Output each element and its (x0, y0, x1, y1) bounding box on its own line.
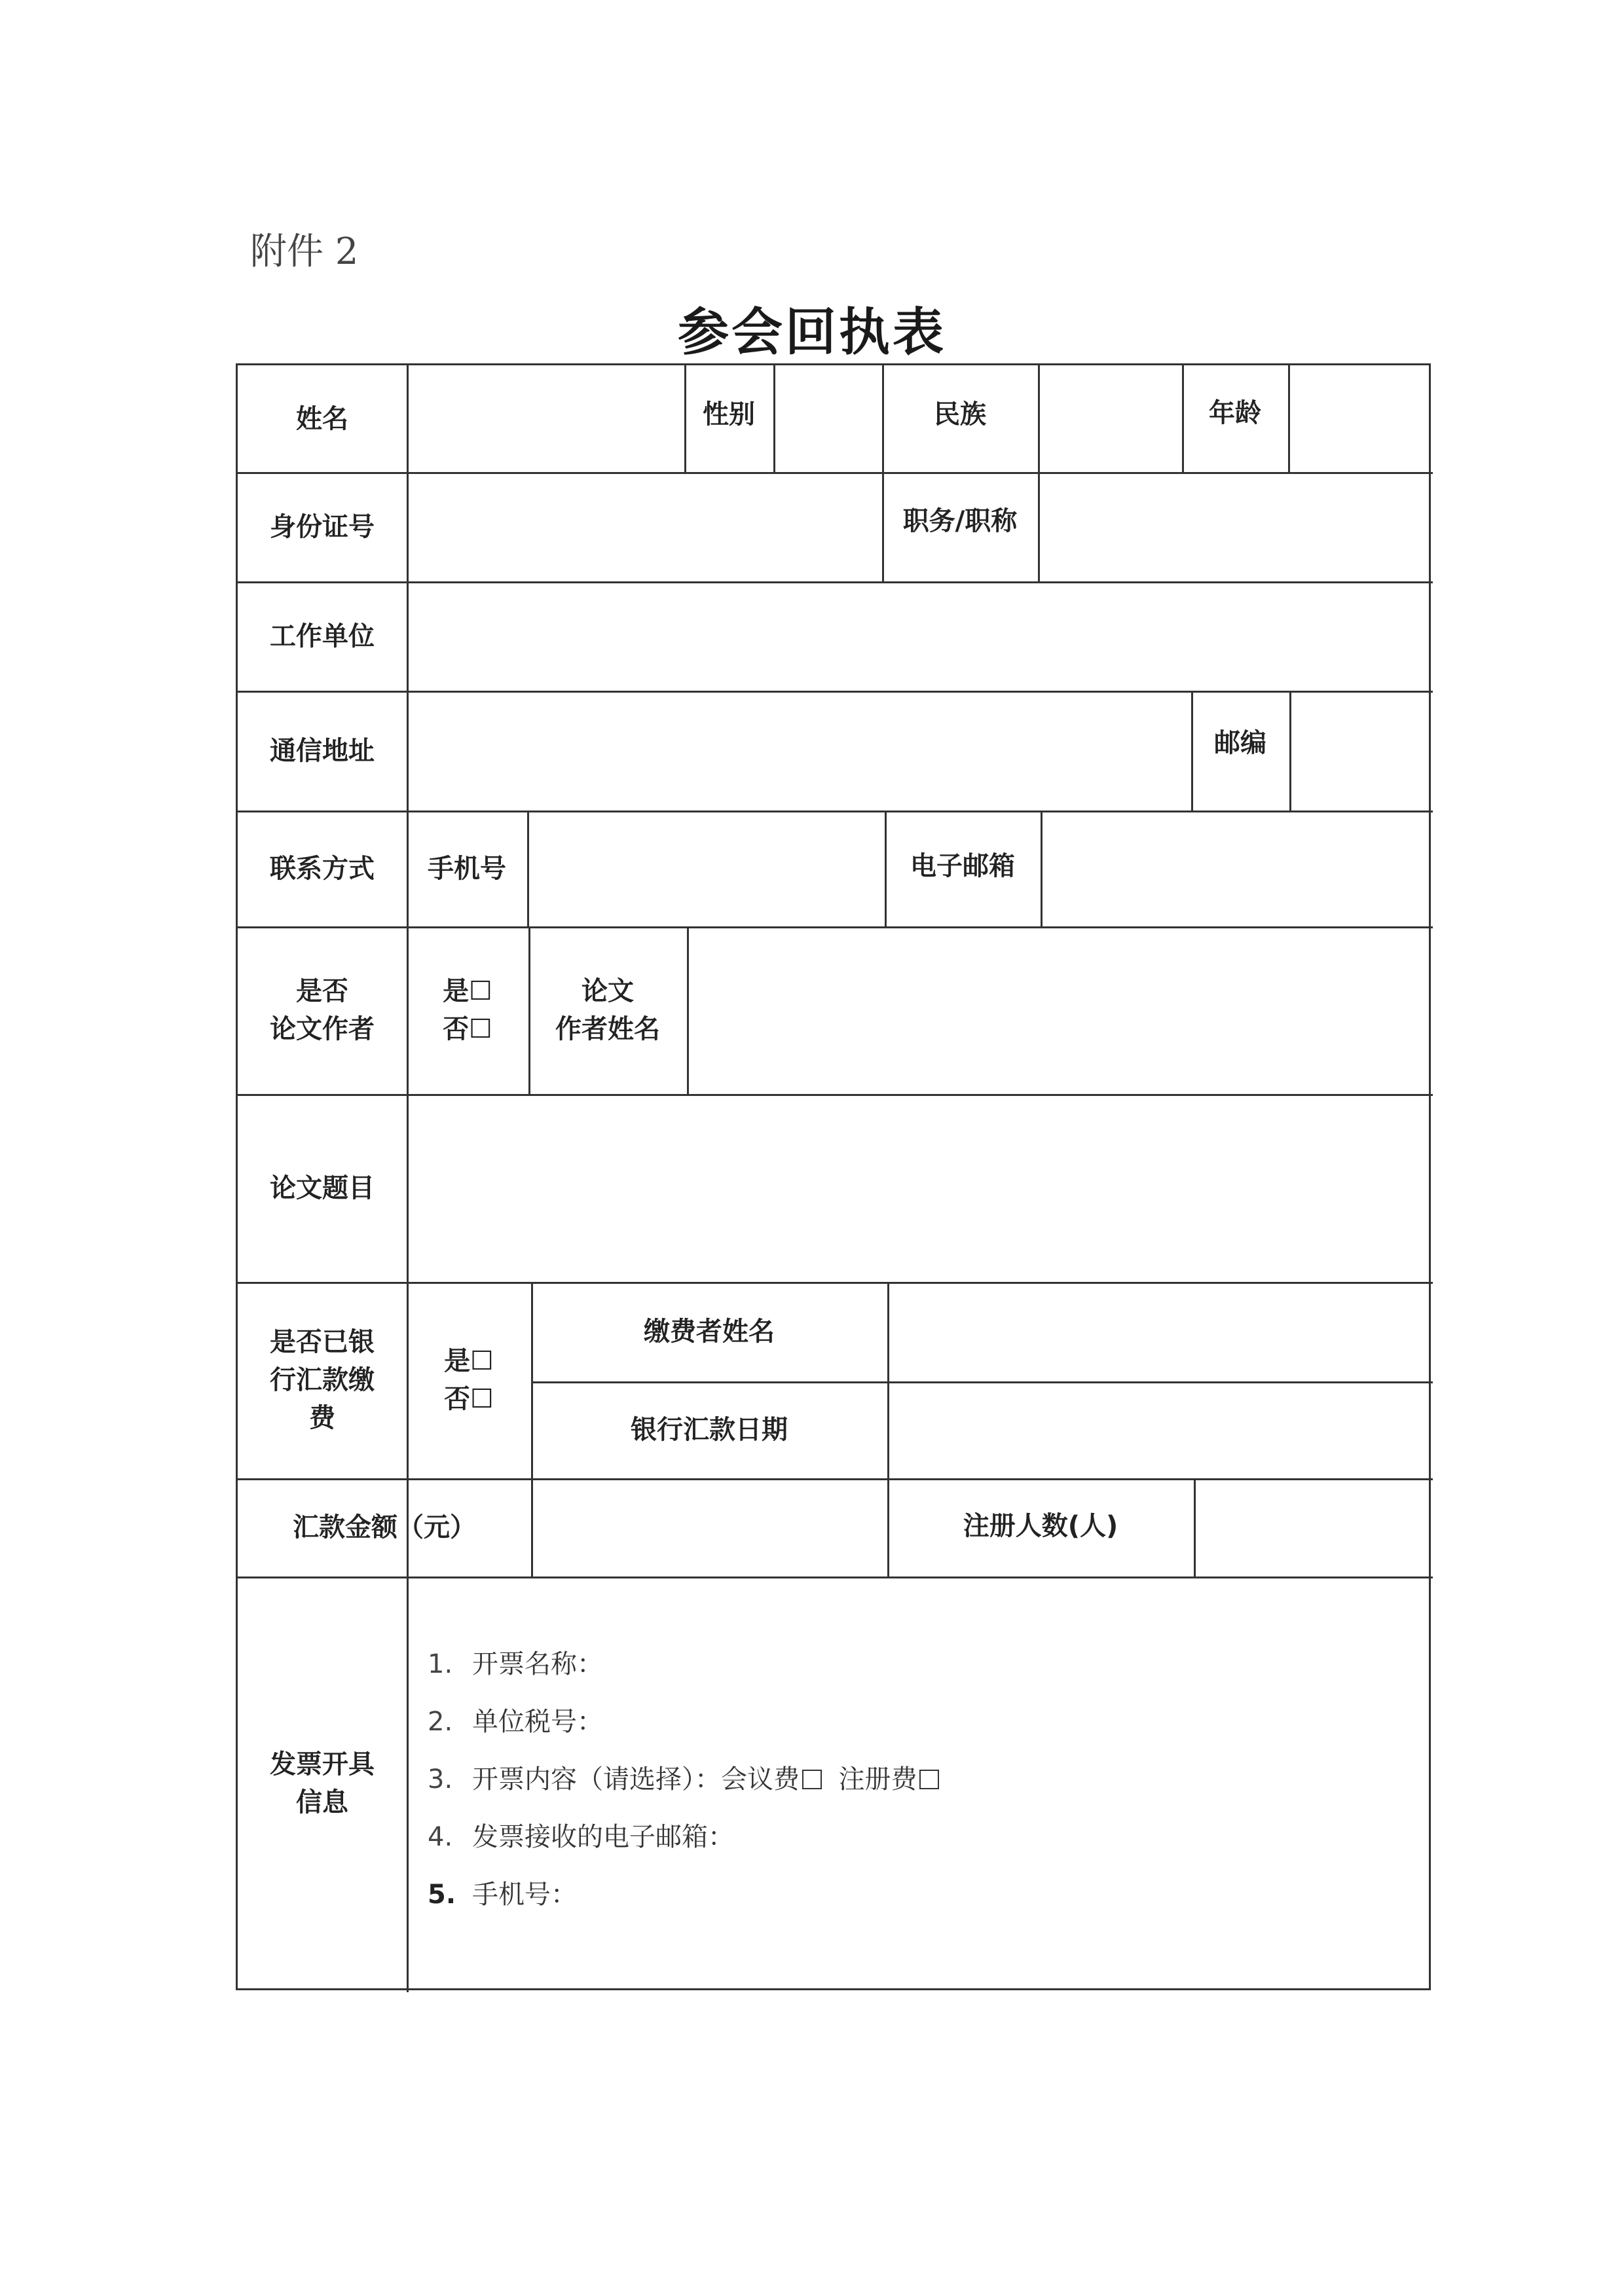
invoice-item-number: 5. (428, 1880, 456, 1910)
postcode-field[interactable] (1291, 692, 1431, 809)
paid-yes-checkbox[interactable]: 是☐ (444, 1346, 494, 1376)
author-name-label-line1: 论文 (581, 976, 634, 1006)
age-field[interactable] (1289, 365, 1431, 471)
payer-name-field[interactable] (889, 1283, 1431, 1380)
author-yes-checkbox[interactable]: 是☐ (443, 976, 492, 1006)
invoice-item-text: 发票接收的电子邮箱： (472, 1822, 734, 1852)
address-label: 通信地址 (270, 735, 375, 766)
paid-label (238, 1282, 407, 1478)
invoice-item[interactable] (428, 1751, 939, 1808)
mobile-label: 手机号 (428, 853, 506, 884)
ethnicity-label: 民族 (934, 399, 986, 429)
is-author-label-line2: 论文作者 (270, 1014, 375, 1044)
invoice-item-text: 手机号： (472, 1880, 577, 1910)
name-field[interactable] (408, 365, 683, 471)
email-field[interactable] (1042, 812, 1431, 925)
registration-fee-option: 注册费 (838, 1764, 917, 1795)
author-name-label (528, 926, 687, 1094)
amount-field[interactable] (532, 1480, 886, 1575)
remit-date-field[interactable] (889, 1383, 1431, 1477)
registrants-label: 注册人数(人) (963, 1511, 1118, 1541)
email-label: 电子邮箱 (910, 851, 1015, 881)
is-author-label (238, 926, 407, 1094)
contact-label: 联系方式 (270, 853, 375, 884)
paper-title-label: 论文题目 (270, 1173, 375, 1203)
position-field[interactable] (1039, 473, 1431, 580)
mobile-field[interactable] (528, 812, 883, 925)
age-label: 年龄 (1209, 397, 1261, 428)
is-author-label-line1: 是否 (296, 976, 348, 1006)
invoice-item[interactable] (428, 1808, 939, 1866)
paper-title-field[interactable] (408, 1095, 1431, 1281)
registrants-field[interactable] (1195, 1480, 1431, 1575)
paid-label-line3: 费 (309, 1403, 335, 1433)
payer-name-label: 缴费者姓名 (644, 1317, 775, 1347)
gender-field[interactable] (775, 365, 881, 471)
address-field[interactable] (408, 692, 1190, 809)
registration-form (236, 363, 1431, 1990)
invoice-item-number: 3. (428, 1764, 453, 1795)
paid-label-line1: 是否已银 (270, 1327, 375, 1357)
id-number-label: 身份证号 (270, 511, 375, 542)
ethnicity-field[interactable] (1039, 365, 1181, 471)
paid-label-line2: 行汇款缴 (270, 1365, 375, 1395)
invoice-info-list (428, 1635, 939, 1923)
meeting-fee-checkbox[interactable] (802, 1770, 822, 1789)
remit-date-label: 银行汇款日期 (631, 1415, 788, 1445)
invoice-item[interactable] (428, 1866, 939, 1923)
is-author-options (407, 926, 528, 1094)
workplace-label: 工作单位 (270, 621, 375, 651)
invoice-label-line2: 信息 (296, 1787, 348, 1817)
invoice-item-number: 2. (428, 1707, 453, 1737)
invoice-item-number: 1. (428, 1649, 453, 1679)
paid-options (407, 1282, 531, 1478)
name-label: 姓名 (296, 403, 348, 434)
invoice-item[interactable] (428, 1693, 939, 1751)
amount-label: 汇款金额（元） (293, 1512, 476, 1542)
registration-fee-checkbox[interactable] (919, 1770, 939, 1789)
invoice-item[interactable] (428, 1635, 939, 1693)
gender-label: 性别 (703, 399, 755, 429)
author-name-label-line2: 作者姓名 (555, 1014, 660, 1044)
workplace-field[interactable] (408, 583, 1431, 689)
author-no-checkbox[interactable]: 否☐ (443, 1014, 492, 1044)
id-number-field[interactable] (408, 473, 881, 580)
invoice-label-line1: 发票开具 (270, 1749, 375, 1779)
position-label: 职务/职称 (902, 506, 1018, 536)
postcode-label: 邮编 (1214, 728, 1266, 758)
author-name-field[interactable] (688, 928, 1431, 1093)
invoice-item-text: 开票名称： (472, 1649, 603, 1679)
invoice-item-number: 4. (428, 1822, 453, 1852)
page-title: 参会回执表 (677, 302, 946, 362)
invoice-item-text: 开票内容（请选择）：会议费 (472, 1764, 800, 1795)
paid-no-checkbox[interactable]: 否☐ (444, 1384, 494, 1414)
attachment-label: 附件 2 (250, 230, 359, 273)
invoice-item-text: 单位税号： (472, 1707, 603, 1737)
invoice-label (238, 1576, 407, 1990)
